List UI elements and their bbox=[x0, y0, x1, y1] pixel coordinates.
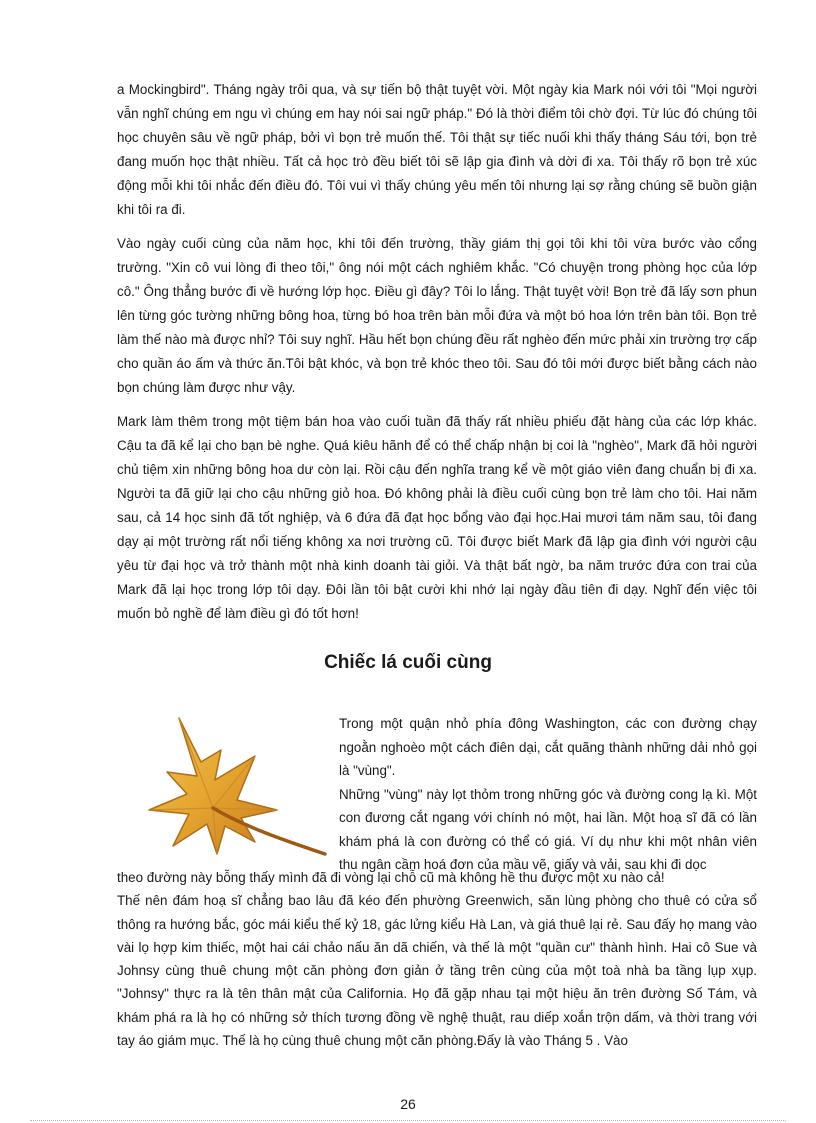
maple-leaf-illustration bbox=[143, 714, 328, 859]
paragraph: Những "vùng" này lọt thỏm trong những góc và đường cong lạ kì. Một con đương cắt ngang với chính nó một, hai lần. Một hoạ sĩ đã có lần khám phá là con đường có thể có giá. Ví dụ như khi một nhân viên thu ngân cầm hoá đơn của mầu vẽ, giấy và vải, sau khi đi dọc bbox=[339, 786, 757, 872]
leaf-icon bbox=[143, 714, 328, 859]
paragraph: Vào ngày cuối cùng của năm học, khi tôi đến trường, thầy giám thị gọi tôi khi tôi vừa bước vào cổng trường. "Xin cô vui lòng đi theo tôi," ông nói một cách nghiêm khắc. "Có chuyện trong phòng học của lớp cô." Ông thẳng bước đi về hướng lớp học. Điều gì đây? Tôi lo lắng. Thật tuyệt vời! Bọn trẻ đã lấy sơn phun lên từng góc tường những bông hoa, từng bó hoa trên bàn mỗi đứa và một bó hoa lớn trên bàn tôi. Bọn trẻ làm thế nào mà được nhỉ? Tôi suy nghĩ. Hầu hết bọn chúng đều rất nghèo đến mức phải xin trường trợ cấp cho quần áo ấm và thức ăn.Tôi bật khóc, và bọn trẻ khóc theo tôi. Sau đó tôi mới được biết bằng cách nào bọn chúng làm được như vậy. bbox=[117, 236, 757, 395]
story-title: Chiếc lá cuối cùng bbox=[324, 652, 492, 673]
paragraph: Thế nên đám hoạ sĩ chẳng bao lâu đã kéo đến phường Greenwich, săn lùng phòng cho thuê có cửa sổ thông ra hướng bắc, góc mái kiểu thế kỷ 18, gác lửng kiểu Hà Lan, và giá thuê lại rẻ. Sau đấy họ mang vào vài lọ hợp kim thiếc, một hai cái chảo nấu ăn dã chiến, và thế là một "quần cư" thành hình. Hai cô Sue và Johnsy cùng thuê chung một căn phòng đơn giản ở tầng trên cùng của một toà nhà ba tầng lụp xụp. "Johnsy" thực ra là tên thân mật của California. Họ đã gặp nhau tại một hiệu ăn trên đường Số Tám, và khám phá ra là họ có những sở thích tương đồng về nghệ thuật, rau diếp xoắn trộn dấm, và thời trang với tay áo giám mục. Thế là họ cùng thuê chung một căn phòng.Đấy là vào Tháng 5 . Vào bbox=[117, 893, 757, 1049]
paragraph: theo đường này bỗng thấy mình đã đi vòng lại chỗ cũ mà không hề thu được một xu nào cả! bbox=[117, 870, 665, 885]
paragraph: Trong một quận nhỏ phía đông Washington, các con đường chạy ngoằn nghoèo một cách điên dại, cắt quãng thành những dải nhỏ gọi là "vùng". bbox=[339, 716, 757, 778]
page-number: 26 bbox=[400, 1096, 416, 1112]
page-bottom-divider bbox=[30, 1120, 786, 1121]
paragraph: Mark làm thêm trong một tiệm bán hoa vào cuối tuần đã thấy rất nhiều phiếu đặt hàng của các lớp khác. Cậu ta đã kể lại cho bạn bè nghe. Quá kiêu hãnh để có thể chấp nhận bị coi là "nghèo", Mark đã hỏi người chủ tiệm xin những bông hoa dư còn lại. Rồi cậu đến nghĩa trang kể về một giáo viên đang chuẩn bị đi xa. Người ta đã giữ lại cho cậu những giỏ hoa. Đó không phải là điều cuối cùng bọn trẻ làm cho tôi. Hai năm sau, cả 14 học sinh đã tốt nghiệp, và 6 đứa đã đạt học bổng vào đại học.Hai mươi tám năm sau, tôi đang dạy ại một trường rất nổi tiếng không xa nơi trường cũ. Tôi được biết Mark đã lập gia đình với người cậu yêu từ đại học và trở thành một nhà kinh doanh tài giỏi. Và thật bất ngờ, ba năm trước đứa con trai của Mark đã lại học trong lớp tôi dạy. Đôi lần tôi bật cười khi nhớ lại ngày đầu tiên đi dạy. Nghĩ đến việc tôi muốn bỏ nghề để làm điều gì đó tốt hơn! bbox=[117, 414, 757, 621]
intro-beside-image bbox=[339, 712, 757, 877]
body-text bbox=[117, 78, 757, 636]
story-continuation bbox=[117, 866, 757, 1052]
paragraph: a Mockingbird". Tháng ngày trôi qua, và sự tiến bộ thật tuyệt vời. Một ngày kia Mark nói với tôi "Mọi người vẫn nghĩ chúng em ngu vì chúng em hay nói sai ngữ pháp." Đó là thời điểm tôi chờ đợi. Từ lúc đó chúng tôi học chuyên sâu về ngữ pháp, bởi vì bọn trẻ muốn thế. Tôi thật sự tiếc nuối khi thấy tháng Sáu tới, bọn trẻ đang muốn học thật nhiều. Tất cả học trò đều biết tôi sẽ lập gia đình và dời đi xa. Tôi thấy rõ bọn trẻ xúc động mỗi khi tôi nhắc đến điều đó. Tôi vui vì thấy chúng yêu mến tôi nhưng lại sợ rằng chúng sẽ buồn giận khi tôi ra đi. bbox=[117, 82, 757, 217]
